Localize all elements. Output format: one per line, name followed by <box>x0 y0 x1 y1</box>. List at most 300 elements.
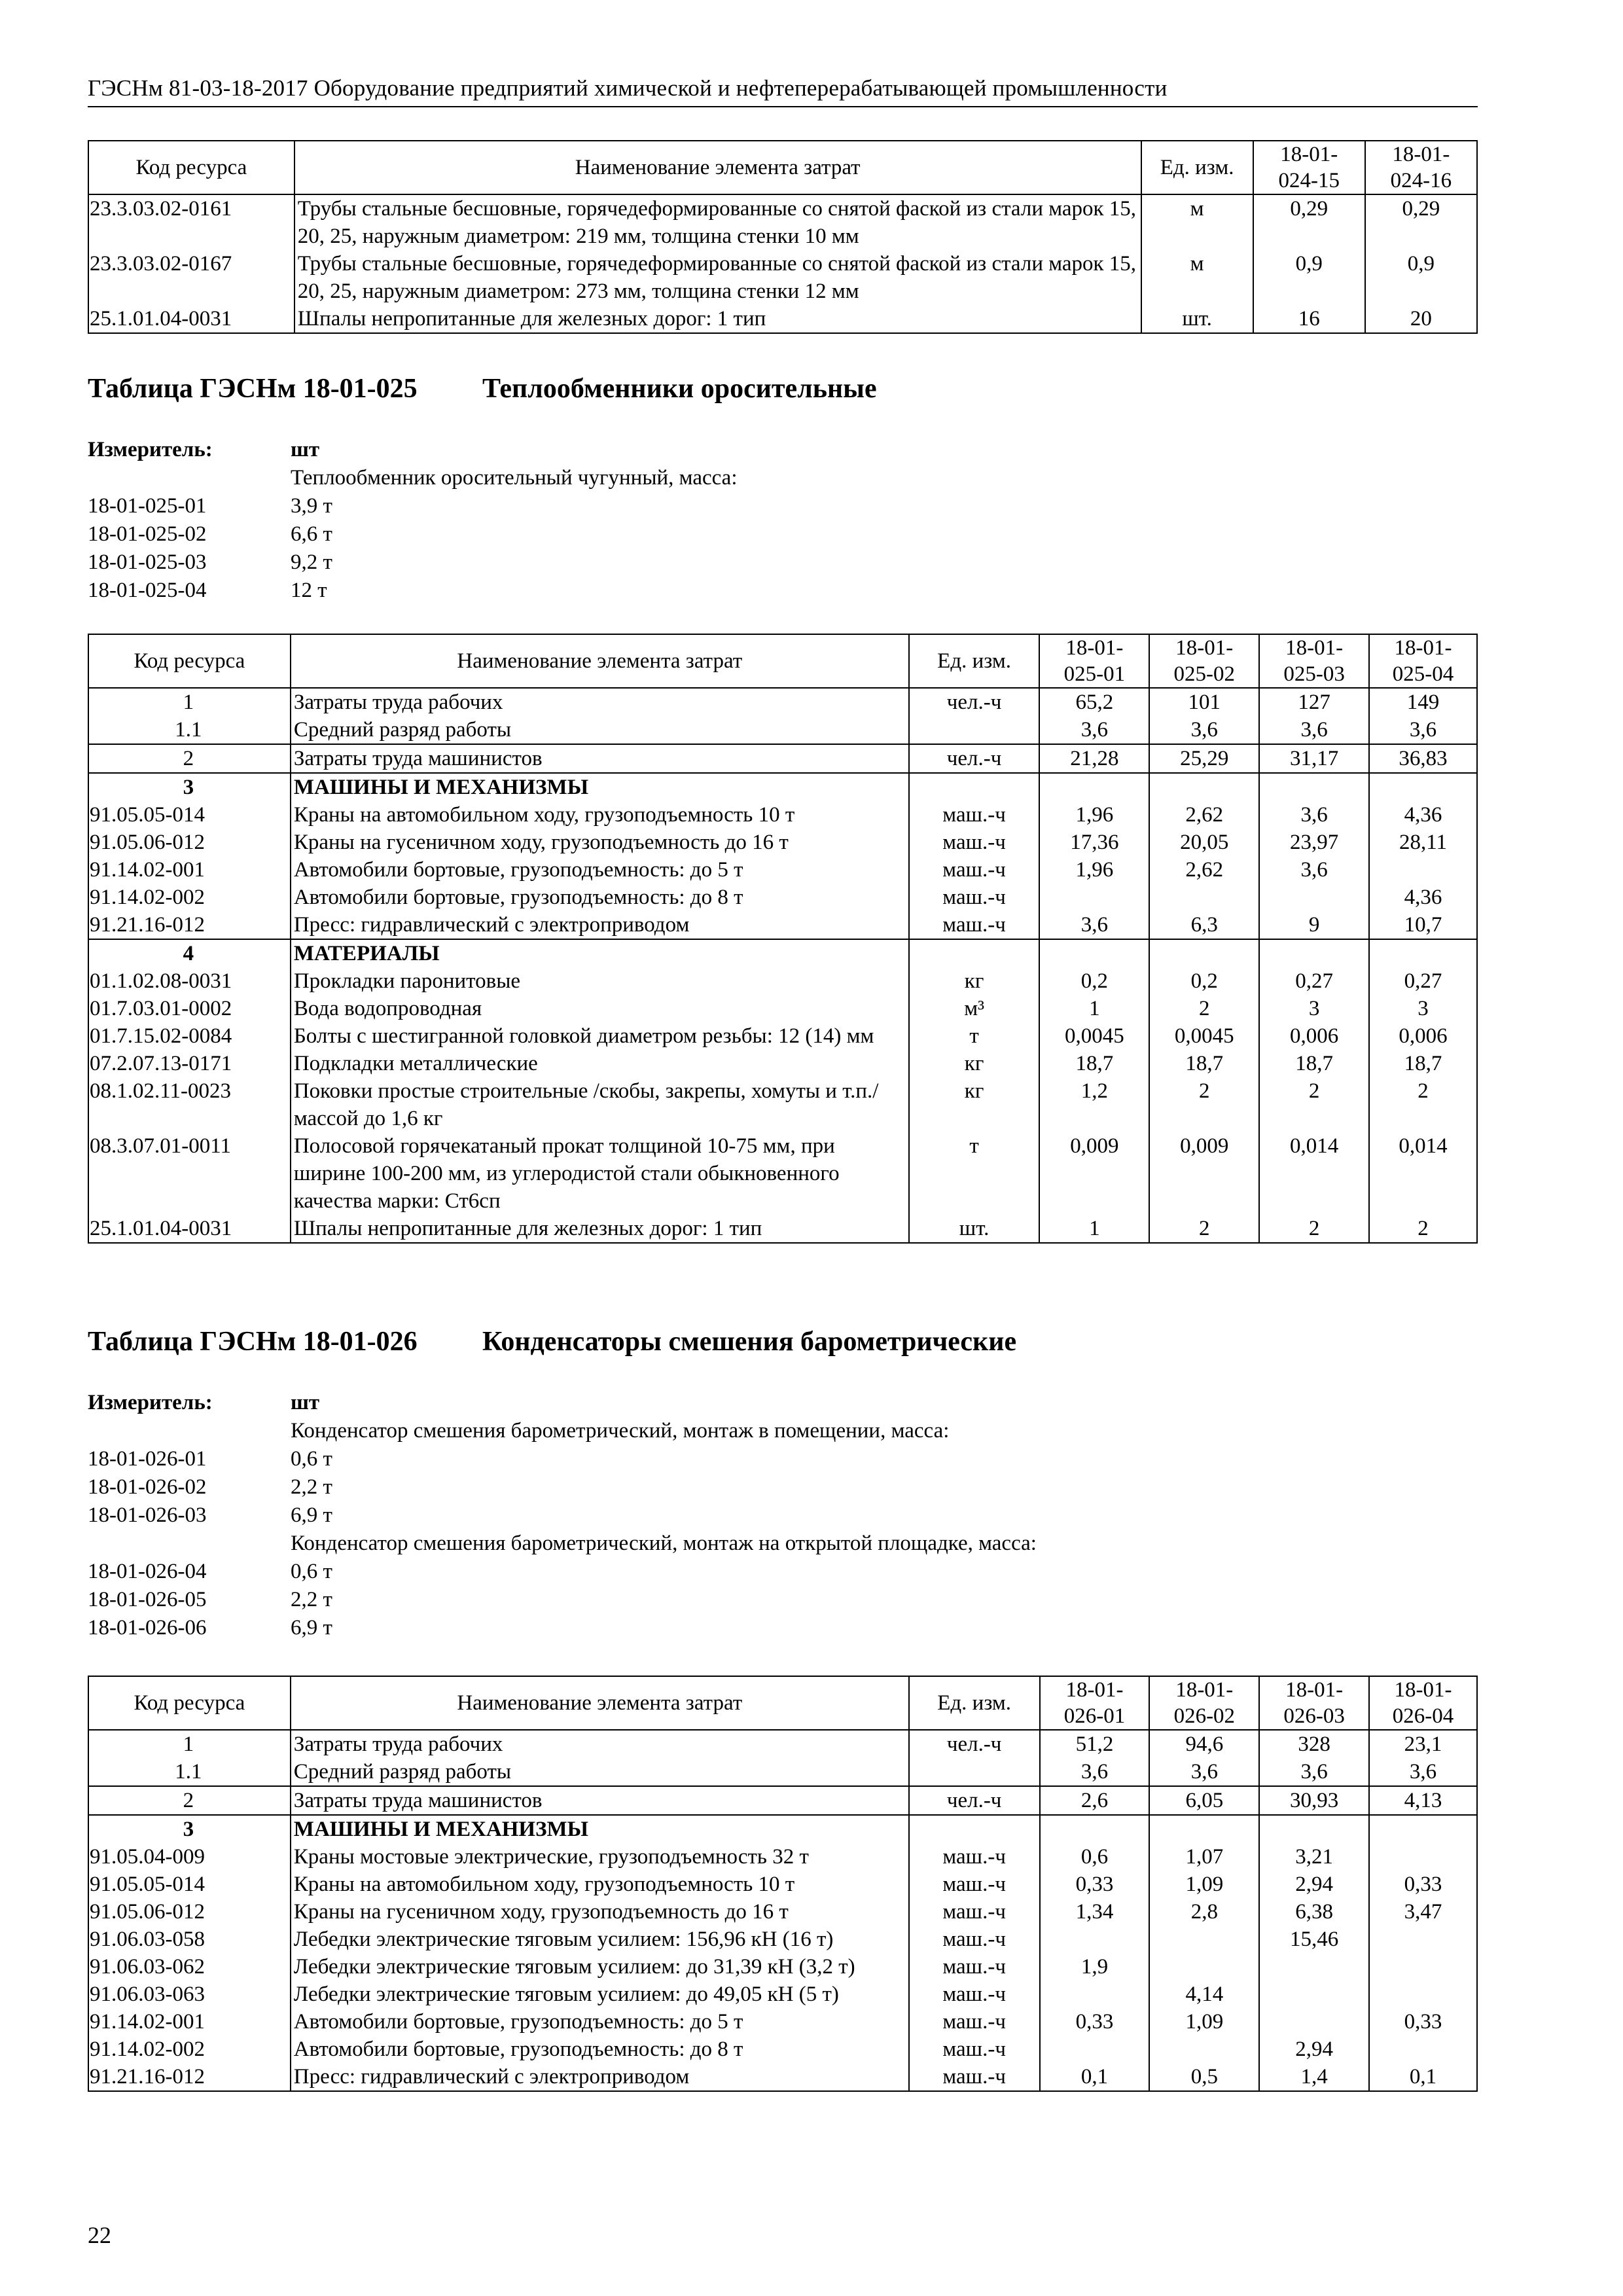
unit: шт. <box>1141 305 1253 333</box>
unit: м³ <box>909 995 1040 1022</box>
column-header: Код ресурса <box>88 141 294 194</box>
meter-row <box>88 1614 1037 1642</box>
table-row <box>88 1898 1477 1926</box>
meter-key: Измеритель: <box>88 438 213 461</box>
table-row <box>88 2008 1477 2036</box>
value-cell: 4,36 <box>1369 884 1477 911</box>
resource-name: Краны на автомобильном ходу, грузоподъемность 10 т <box>291 1871 909 1898</box>
value-cell: 25,29 <box>1149 744 1259 773</box>
value-cell <box>1259 1953 1369 1981</box>
unit: м <box>1141 250 1253 305</box>
value-cell: 3,6 <box>1039 911 1149 939</box>
resource-name: Затраты труда рабочих <box>291 1730 909 1758</box>
column-header: 18-01- 025-01 <box>1039 634 1149 688</box>
value-cell: 0,0045 <box>1149 1022 1259 1050</box>
value-cell: 0,33 <box>1040 2008 1150 2036</box>
unit <box>909 1815 1040 1843</box>
table-row <box>88 305 1477 333</box>
value-cell: 2,8 <box>1149 1898 1259 1926</box>
value-cell: 328 <box>1259 1730 1369 1758</box>
meter-value: Конденсатор смешения барометрический, монтаж в помещении, масса: <box>291 1419 950 1443</box>
resource-name: Подкладки металлические <box>291 1050 909 1077</box>
column-header: 18-01- 026-01 <box>1040 1676 1150 1730</box>
value-cell: 3,6 <box>1040 1758 1150 1786</box>
unit: маш.-ч <box>909 911 1040 939</box>
value-cell: 9 <box>1259 911 1369 939</box>
value-cell: 10,7 <box>1369 911 1477 939</box>
value-024-16: 20 <box>1365 305 1477 333</box>
resource-table-025 <box>88 634 1478 1244</box>
resource-name: Средний разряд работы <box>291 1758 909 1786</box>
unit: маш.-ч <box>909 829 1040 856</box>
value-cell: 1,09 <box>1149 2008 1259 2036</box>
meter-key: 18-01-025-03 <box>88 550 207 574</box>
value-cell: 1,2 <box>1039 1077 1149 1132</box>
resource-code: 23.3.03.02-0167 <box>88 250 294 305</box>
meter-value: 9,2 т <box>291 550 332 574</box>
resource-code: 08.1.02.11-0023 <box>88 1077 291 1132</box>
column-header: Наименование элемента затрат <box>291 634 909 688</box>
value-cell <box>1369 1843 1477 1871</box>
meter-value: 6,9 т <box>291 1503 332 1527</box>
meter-value: 0,6 т <box>291 1447 332 1471</box>
column-header: 18-01- 025-02 <box>1149 634 1259 688</box>
meter-key: 18-01-025-02 <box>88 522 207 546</box>
value-cell: 28,11 <box>1369 829 1477 856</box>
value-cell: 0,27 <box>1369 967 1477 995</box>
meter-key: 18-01-025-04 <box>88 579 207 602</box>
meter-value: шт <box>291 438 320 461</box>
resource-name: Автомобили бортовые, грузоподъемность: до 8 т <box>291 884 909 911</box>
resource-code: 2 <box>88 744 291 773</box>
table-row <box>88 1050 1477 1077</box>
resource-name: Автомобили бортовые, грузоподъемность: до 5 т <box>291 2008 909 2036</box>
column-header: 18-01- 025-04 <box>1369 634 1477 688</box>
unit: маш.-ч <box>909 1953 1040 1981</box>
resource-code: 3 <box>88 1815 291 1843</box>
value-024-15: 16 <box>1253 305 1365 333</box>
value-cell <box>1369 1815 1477 1843</box>
meter-key: 18-01-025-01 <box>88 494 207 518</box>
unit: т <box>909 1132 1040 1215</box>
table-row <box>88 1981 1477 2008</box>
value-cell: 21,28 <box>1039 744 1149 773</box>
meter-row <box>88 1417 1037 1445</box>
meter-row <box>88 1586 1037 1614</box>
unit: маш.-ч <box>909 1898 1040 1926</box>
value-cell: 23,1 <box>1369 1730 1477 1758</box>
value-cell: 6,05 <box>1149 1786 1259 1815</box>
value-cell <box>1149 773 1259 801</box>
value-cell <box>1259 1815 1369 1843</box>
meter-value: 6,9 т <box>291 1616 332 1640</box>
resource-code: 91.14.02-002 <box>88 2036 291 2063</box>
value-cell: 0,6 <box>1040 1843 1150 1871</box>
value-cell: 4,13 <box>1369 1786 1477 1815</box>
resource-code: 01.1.02.08-0031 <box>88 967 291 995</box>
column-header: Наименование элемента затрат <box>291 1676 909 1730</box>
value-cell: 4,14 <box>1149 1981 1259 2008</box>
unit: м <box>1141 194 1253 250</box>
section-title-025 <box>88 373 877 404</box>
meter-key: 18-01-026-05 <box>88 1588 207 1611</box>
column-header: 18-01- 024-16 <box>1365 141 1477 194</box>
value-cell <box>1259 939 1369 967</box>
unit: маш.-ч <box>909 1871 1040 1898</box>
column-header: Ед. изм. <box>909 1676 1040 1730</box>
table-row <box>88 1022 1477 1050</box>
unit: маш.-ч <box>909 2063 1040 2091</box>
meter-row <box>88 577 738 605</box>
resource-code: 2 <box>88 1786 291 1815</box>
value-cell <box>1039 773 1149 801</box>
resource-code: 07.2.07.13-0171 <box>88 1050 291 1077</box>
value-cell: 1,9 <box>1040 1953 1150 1981</box>
resource-code: 23.3.03.02-0161 <box>88 194 294 250</box>
value-cell: 2,94 <box>1259 2036 1369 2063</box>
value-cell: 1,4 <box>1259 2063 1369 2091</box>
meter-row <box>88 492 738 520</box>
unit: маш.-ч <box>909 884 1040 911</box>
resource-code: 1 <box>88 688 291 716</box>
value-cell: 36,83 <box>1369 744 1477 773</box>
table-row <box>88 995 1477 1022</box>
value-cell: 3,6 <box>1369 716 1477 744</box>
value-cell: 1,07 <box>1149 1843 1259 1871</box>
value-cell <box>1369 773 1477 801</box>
value-cell: 20,05 <box>1149 829 1259 856</box>
meter-key: 18-01-026-02 <box>88 1475 207 1499</box>
unit <box>909 716 1040 744</box>
meter-row <box>88 436 738 464</box>
resource-name: Болты с шестигранной головкой диаметром резьбы: 12 (14) мм <box>291 1022 909 1050</box>
section-name: Конденсаторы смешения барометрические <box>482 1327 1017 1357</box>
value-cell: 0,33 <box>1369 2008 1477 2036</box>
value-cell <box>1149 1953 1259 1981</box>
resource-name: Шпалы непропитанные для железных дорог: 1 тип <box>294 305 1141 333</box>
table-row <box>88 773 1477 801</box>
value-cell: 1,96 <box>1039 801 1149 829</box>
resource-name: Краны на гусеничном ходу, грузоподъемность до 16 т <box>291 1898 909 1926</box>
value-cell: 3,47 <box>1369 1898 1477 1926</box>
table-row <box>88 1871 1477 1898</box>
value-cell: 0,009 <box>1039 1132 1149 1215</box>
table-row <box>88 801 1477 829</box>
meter-key: 18-01-026-06 <box>88 1616 207 1640</box>
resource-code: 91.05.05-014 <box>88 801 291 829</box>
resource-name: МАШИНЫ И МЕХАНИЗМЫ <box>291 1815 909 1843</box>
value-cell: 0,5 <box>1149 2063 1259 2091</box>
resource-name: Средний разряд работы <box>291 716 909 744</box>
unit: маш.-ч <box>909 1981 1040 2008</box>
value-cell: 2 <box>1369 1215 1477 1243</box>
value-cell: 2 <box>1369 1077 1477 1132</box>
resource-code: 91.06.03-058 <box>88 1926 291 1953</box>
value-cell: 0,33 <box>1040 1871 1150 1898</box>
table-row <box>88 1215 1477 1243</box>
value-cell: 3,6 <box>1259 801 1369 829</box>
meter-row <box>88 1558 1037 1586</box>
resource-code: 1 <box>88 1730 291 1758</box>
resource-name: Автомобили бортовые, грузоподъемность: до 5 т <box>291 856 909 884</box>
value-024-16: 0,9 <box>1365 250 1477 305</box>
resource-name: Шпалы непропитанные для железных дорог: 1 тип <box>291 1215 909 1243</box>
meter-row <box>88 1445 1037 1473</box>
unit: маш.-ч <box>909 2036 1040 2063</box>
value-cell: 1,09 <box>1149 1871 1259 1898</box>
section-number: Таблица ГЭСНм 18-01-025 <box>88 374 418 404</box>
resource-code: 91.06.03-063 <box>88 1981 291 2008</box>
value-cell: 0,014 <box>1369 1132 1477 1215</box>
resource-code: 91.14.02-002 <box>88 884 291 911</box>
resource-code: 08.3.07.01-0011 <box>88 1132 291 1215</box>
value-cell: 2 <box>1149 1215 1259 1243</box>
column-header: 18-01- 026-04 <box>1369 1676 1477 1730</box>
section-name: Теплообменники оросительные <box>482 374 877 404</box>
unit: кг <box>909 1050 1040 1077</box>
page-number: 22 <box>88 2222 111 2248</box>
resource-code: 91.21.16-012 <box>88 2063 291 2091</box>
value-cell: 18,7 <box>1259 1050 1369 1077</box>
column-header: Код ресурса <box>88 1676 291 1730</box>
value-024-15: 0,9 <box>1253 250 1365 305</box>
value-cell: 3,6 <box>1259 856 1369 884</box>
table-row <box>88 1843 1477 1871</box>
table-row <box>88 884 1477 911</box>
value-cell: 23,97 <box>1259 829 1369 856</box>
value-cell: 2,6 <box>1040 1786 1150 1815</box>
value-cell: 18,7 <box>1369 1050 1477 1077</box>
value-cell: 0,2 <box>1039 967 1149 995</box>
meter-value: Теплообменник оросительный чугунный, масса: <box>291 466 738 490</box>
value-cell: 1 <box>1039 995 1149 1022</box>
meter-key <box>88 1530 291 1558</box>
resource-code: 3 <box>88 773 291 801</box>
resource-code: 1.1 <box>88 716 291 744</box>
resource-name: Лебедки электрические тяговым усилием: 156,96 кН (16 т) <box>291 1926 909 1953</box>
meter-row <box>88 1530 1037 1558</box>
table-row <box>88 1926 1477 1953</box>
column-header: Ед. изм. <box>1141 141 1253 194</box>
table-row <box>88 967 1477 995</box>
unit: маш.-ч <box>909 801 1040 829</box>
value-cell: 0,014 <box>1259 1132 1369 1215</box>
value-cell <box>1039 884 1149 911</box>
column-header: Наименование элемента затрат <box>294 141 1141 194</box>
meter-block-026 <box>88 1389 1037 1642</box>
table-row <box>88 744 1477 773</box>
value-cell: 2,94 <box>1259 1871 1369 1898</box>
resource-code: 91.05.04-009 <box>88 1843 291 1871</box>
value-cell <box>1039 939 1149 967</box>
value-cell: 1,34 <box>1040 1898 1150 1926</box>
table-row <box>88 194 1477 250</box>
value-cell <box>1149 1926 1259 1953</box>
resource-code: 91.14.02-001 <box>88 2008 291 2036</box>
value-cell: 6,38 <box>1259 1898 1369 1926</box>
value-cell <box>1369 856 1477 884</box>
column-header: Код ресурса <box>88 634 291 688</box>
resource-name: Лебедки электрические тяговым усилием: до 49,05 кН (5 т) <box>291 1981 909 2008</box>
resource-name: Вода водопроводная <box>291 995 909 1022</box>
resource-name: Поковки простые строительные /скобы, закрепы, хомуты и т.п./ массой до 1,6 кг <box>291 1077 909 1132</box>
value-cell <box>1149 2036 1259 2063</box>
section-title-026 <box>88 1326 1016 1357</box>
unit: кг <box>909 1077 1040 1132</box>
value-cell <box>1259 1981 1369 2008</box>
meter-value: Конденсатор смешения барометрический, монтаж на открытой площадке, масса: <box>291 1532 1037 1555</box>
unit: т <box>909 1022 1040 1050</box>
value-cell: 0,33 <box>1369 1871 1477 1898</box>
value-cell <box>1149 884 1259 911</box>
unit: маш.-ч <box>909 1843 1040 1871</box>
meter-row <box>88 1389 1037 1417</box>
meter-key <box>88 1417 291 1445</box>
value-cell: 2 <box>1259 1077 1369 1132</box>
resource-name: МАТЕРИАЛЫ <box>291 939 909 967</box>
resource-name: Автомобили бортовые, грузоподъемность: до 8 т <box>291 2036 909 2063</box>
value-cell: 3,6 <box>1259 1758 1369 1786</box>
meter-row <box>88 520 738 548</box>
unit: маш.-ч <box>909 2008 1040 2036</box>
resource-name: Лебедки электрические тяговым усилием: до 31,39 кН (3,2 т) <box>291 1953 909 1981</box>
value-cell <box>1149 939 1259 967</box>
unit: маш.-ч <box>909 1926 1040 1953</box>
value-cell <box>1369 1953 1477 1981</box>
table-row <box>88 1786 1477 1815</box>
value-cell: 31,17 <box>1259 744 1369 773</box>
table-row <box>88 2036 1477 2063</box>
table-row <box>88 1132 1477 1215</box>
resource-code: 01.7.03.01-0002 <box>88 995 291 1022</box>
value-cell: 3,21 <box>1259 1843 1369 1871</box>
value-cell: 17,36 <box>1039 829 1149 856</box>
meter-key: 18-01-026-01 <box>88 1447 207 1471</box>
meter-value: 2,2 т <box>291 1475 332 1499</box>
value-cell: 0,1 <box>1040 2063 1150 2091</box>
resource-code: 91.05.06-012 <box>88 1898 291 1926</box>
resource-code: 01.7.15.02-0084 <box>88 1022 291 1050</box>
value-cell: 65,2 <box>1039 688 1149 716</box>
value-cell: 0,2 <box>1149 967 1259 995</box>
resource-table-026 <box>88 1676 1478 2092</box>
meter-key: 18-01-026-03 <box>88 1503 207 1527</box>
value-cell: 2 <box>1149 1077 1259 1132</box>
resource-name: Полосовой горячекатаный прокат толщиной 10-75 мм, при ширине 100-200 мм, из углеродистой стали обыкновенного качества марки: Ст6сп <box>291 1132 909 1215</box>
meter-value: шт <box>291 1391 320 1414</box>
resource-name: Краны на автомобильном ходу, грузоподъемность 10 т <box>291 801 909 829</box>
table-row <box>88 856 1477 884</box>
meter-value: 2,2 т <box>291 1588 332 1611</box>
resource-code: 4 <box>88 939 291 967</box>
value-cell: 0,006 <box>1369 1022 1477 1050</box>
value-cell: 0,27 <box>1259 967 1369 995</box>
resource-name: Прокладки паронитовые <box>291 967 909 995</box>
value-cell: 2 <box>1259 1215 1369 1243</box>
resource-code: 1.1 <box>88 1758 291 1786</box>
value-cell <box>1369 1926 1477 1953</box>
resource-code: 91.05.06-012 <box>88 829 291 856</box>
meter-block-025 <box>88 436 738 605</box>
resource-name: Краны мостовые электрические, грузоподъемность 32 т <box>291 1843 909 1871</box>
value-cell: 15,46 <box>1259 1926 1369 1953</box>
meter-row <box>88 548 738 577</box>
resource-code: 91.14.02-001 <box>88 856 291 884</box>
column-header: 18-01- 024-15 <box>1253 141 1365 194</box>
table-row <box>88 688 1477 716</box>
value-cell: 0,0045 <box>1039 1022 1149 1050</box>
value-cell: 1,96 <box>1039 856 1149 884</box>
value-cell: 0,1 <box>1369 2063 1477 2091</box>
value-cell: 3,6 <box>1039 716 1149 744</box>
value-cell: 3,6 <box>1149 716 1259 744</box>
value-cell <box>1369 939 1477 967</box>
value-cell <box>1149 1815 1259 1843</box>
resource-name: Затраты труда машинистов <box>291 1786 909 1815</box>
value-cell: 3,6 <box>1259 716 1369 744</box>
resource-code: 91.06.03-062 <box>88 1953 291 1981</box>
value-cell <box>1369 1981 1477 2008</box>
unit: чел.-ч <box>909 1786 1040 1815</box>
meter-key <box>88 464 291 492</box>
value-cell <box>1369 2036 1477 2063</box>
unit: чел.-ч <box>909 1730 1040 1758</box>
meter-row <box>88 464 738 492</box>
value-cell: 18,7 <box>1039 1050 1149 1077</box>
resource-name: Затраты труда рабочих <box>291 688 909 716</box>
value-cell: 51,2 <box>1040 1730 1150 1758</box>
resource-name: Краны на гусеничном ходу, грузоподъемность до 16 т <box>291 829 909 856</box>
table-row <box>88 1758 1477 1786</box>
value-cell <box>1259 884 1369 911</box>
table-row <box>88 911 1477 939</box>
table-row <box>88 829 1477 856</box>
resource-name: Трубы стальные бесшовные, горячедеформированные со снятой фаской из стали марок 15, 20, 25, наружным диаметром: 219 мм, толщина стенки 10 мм <box>294 194 1141 250</box>
column-header: 18-01- 025-03 <box>1259 634 1369 688</box>
value-cell: 1 <box>1039 1215 1149 1243</box>
resource-code: 25.1.01.04-0031 <box>88 1215 291 1243</box>
value-024-15: 0,29 <box>1253 194 1365 250</box>
table-row <box>88 1077 1477 1132</box>
value-cell: 127 <box>1259 688 1369 716</box>
value-cell: 0,009 <box>1149 1132 1259 1215</box>
resource-code: 91.21.16-012 <box>88 911 291 939</box>
value-cell: 30,93 <box>1259 1786 1369 1815</box>
unit: кг <box>909 967 1040 995</box>
column-header: 18-01- 026-02 <box>1149 1676 1259 1730</box>
value-cell: 2,62 <box>1149 856 1259 884</box>
value-024-16: 0,29 <box>1365 194 1477 250</box>
resource-name: Трубы стальные бесшовные, горячедеформированные со снятой фаской из стали марок 15, 20, 25, наружным диаметром: 273 мм, толщина стенки 12 мм <box>294 250 1141 305</box>
unit <box>909 773 1040 801</box>
value-cell <box>1259 2008 1369 2036</box>
meter-value: 3,9 т <box>291 494 332 518</box>
table-row <box>88 2063 1477 2091</box>
resource-name: Пресс: гидравлический с электроприводом <box>291 2063 909 2091</box>
unit: маш.-ч <box>909 856 1040 884</box>
unit: шт. <box>909 1215 1040 1243</box>
table-row <box>88 716 1477 744</box>
value-cell: 3 <box>1369 995 1477 1022</box>
meter-key: 18-01-026-04 <box>88 1560 207 1583</box>
column-header: Ед. изм. <box>909 634 1040 688</box>
meter-value: 0,6 т <box>291 1560 332 1583</box>
value-cell: 0,006 <box>1259 1022 1369 1050</box>
unit <box>909 1758 1040 1786</box>
table-row <box>88 1815 1477 1843</box>
resource-table-024 <box>88 140 1478 334</box>
table-row <box>88 250 1477 305</box>
